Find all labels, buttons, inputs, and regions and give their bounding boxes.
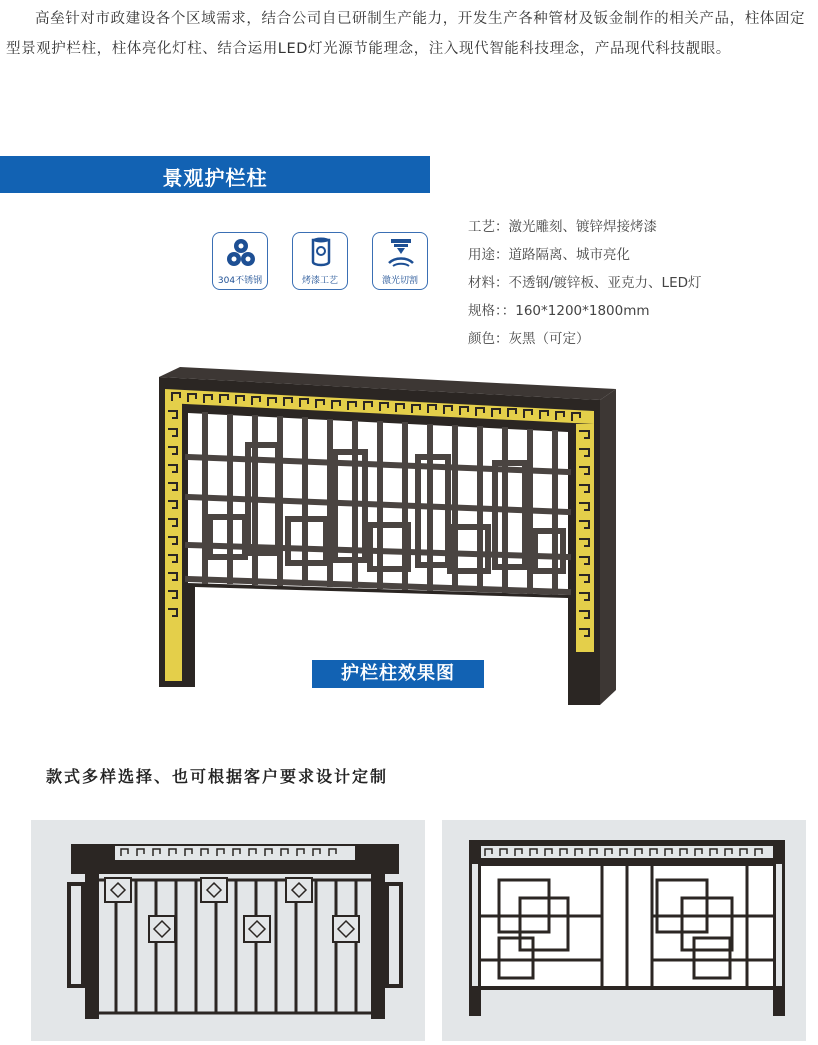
guardrail-style-b-image — [442, 820, 806, 1041]
spec-material: 材料：不透钢/镀锌板、亚克力、LED灯 — [468, 275, 702, 291]
product-caption: 护栏柱效果图 — [312, 660, 484, 688]
style-option-b — [442, 820, 806, 1041]
badge-label: 304不锈钢 — [217, 276, 263, 286]
steel-badge — [212, 232, 268, 290]
laser-badge — [372, 232, 428, 290]
spec-list — [468, 213, 702, 353]
style-option-a — [31, 820, 425, 1041]
spec-color: 颜色：灰黑（可定） — [468, 331, 590, 347]
styles-heading: 款式多样选择、也可根据客户要求设计定制 — [46, 767, 389, 786]
steel-coil-icon — [225, 237, 257, 269]
spec-usage: 用途：道路隔离、城市亮化 — [468, 247, 630, 263]
laser-cut-icon — [385, 237, 417, 269]
paint-badge — [292, 232, 348, 290]
spec-process: 工艺：激光雕刻、镀锌焊接烤漆 — [468, 219, 657, 235]
badge-label: 激光切割 — [381, 276, 418, 286]
spec-size: 规格：：160*1200*1800mm — [468, 303, 650, 319]
guardrail-style-a-image — [31, 820, 425, 1041]
paint-can-icon — [305, 237, 337, 269]
badge-label: 烤漆工艺 — [301, 276, 338, 286]
section-banner — [0, 156, 430, 193]
section-title: 景观护栏柱 — [162, 166, 268, 190]
intro-text: 高垒针对市政建设各个区域需求，结合公司自已研制生产能力，开发生产各种管材及钣金制作的相关产品，柱体固定型景观护栏柱，柱体亮化灯柱、结合运用LED灯光源节能理念，注入现代智能科技理念，产品现代科技靓眼。 — [6, 11, 806, 57]
